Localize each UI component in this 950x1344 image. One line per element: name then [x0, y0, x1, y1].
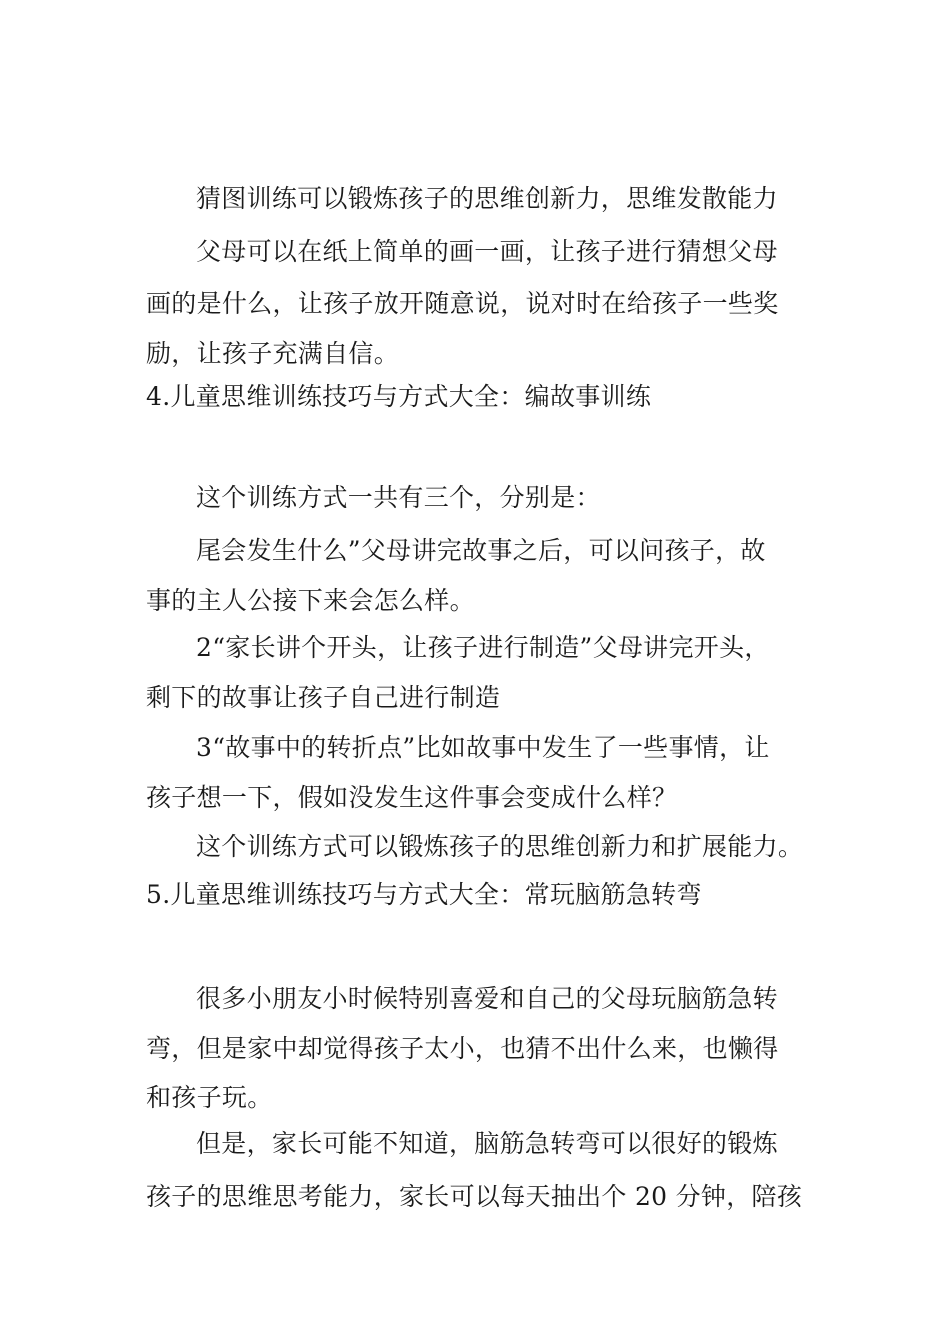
- paragraph-line: 励，让孩子充满自信。: [146, 339, 400, 368]
- paragraph-line: 3“故事中的转折点”比如故事中发生了一些事情，让: [196, 733, 770, 762]
- paragraph-line: 尾会发生什么”父母讲完故事之后，可以问孩子，故: [196, 536, 766, 565]
- paragraph-line: 但是，家长可能不知道，脑筋急转弯可以很好的锻炼: [196, 1129, 778, 1158]
- paragraph-line: 猜图训练可以锻炼孩子的思维创新力，思维发散能力: [196, 184, 778, 213]
- paragraph-line: 弯，但是家中却觉得孩子太小，也猜不出什么来，也懒得: [146, 1034, 779, 1063]
- section-heading: 5.儿童思维训练技巧与方式大全：常玩脑筋急转弯: [146, 880, 702, 909]
- paragraph-line: 2“家长讲个开头，让孩子进行制造”父母讲完开头，: [196, 633, 770, 662]
- paragraph-line: 父母可以在纸上简单的画一画，让孩子进行猜想父母: [196, 237, 778, 266]
- paragraph-line: 事的主人公接下来会怎么样。: [146, 586, 475, 615]
- paragraph-line: 孩子的思维思考能力，家长可以每天抽出个 20 分钟，陪孩: [146, 1182, 803, 1211]
- paragraph-line: 画的是什么，让孩子放开随意说，说对时在给孩子一些奖: [146, 289, 779, 318]
- paragraph-line: 很多小朋友小时候特别喜爱和自己的父母玩脑筋急转: [196, 984, 778, 1013]
- paragraph-line: 孩子想一下，假如没发生这件事会变成什么样？: [146, 783, 678, 812]
- paragraph-line: 剩下的故事让孩子自己进行制造: [146, 683, 501, 712]
- section-heading: 4.儿童思维训练技巧与方式大全：编故事训练: [146, 382, 652, 411]
- paragraph-line: 这个训练方式一共有三个，分别是：: [196, 483, 601, 512]
- paragraph-line: 和孩子玩。: [146, 1083, 273, 1112]
- paragraph-line: 这个训练方式可以锻炼孩子的思维创新力和扩展能力。: [196, 832, 804, 861]
